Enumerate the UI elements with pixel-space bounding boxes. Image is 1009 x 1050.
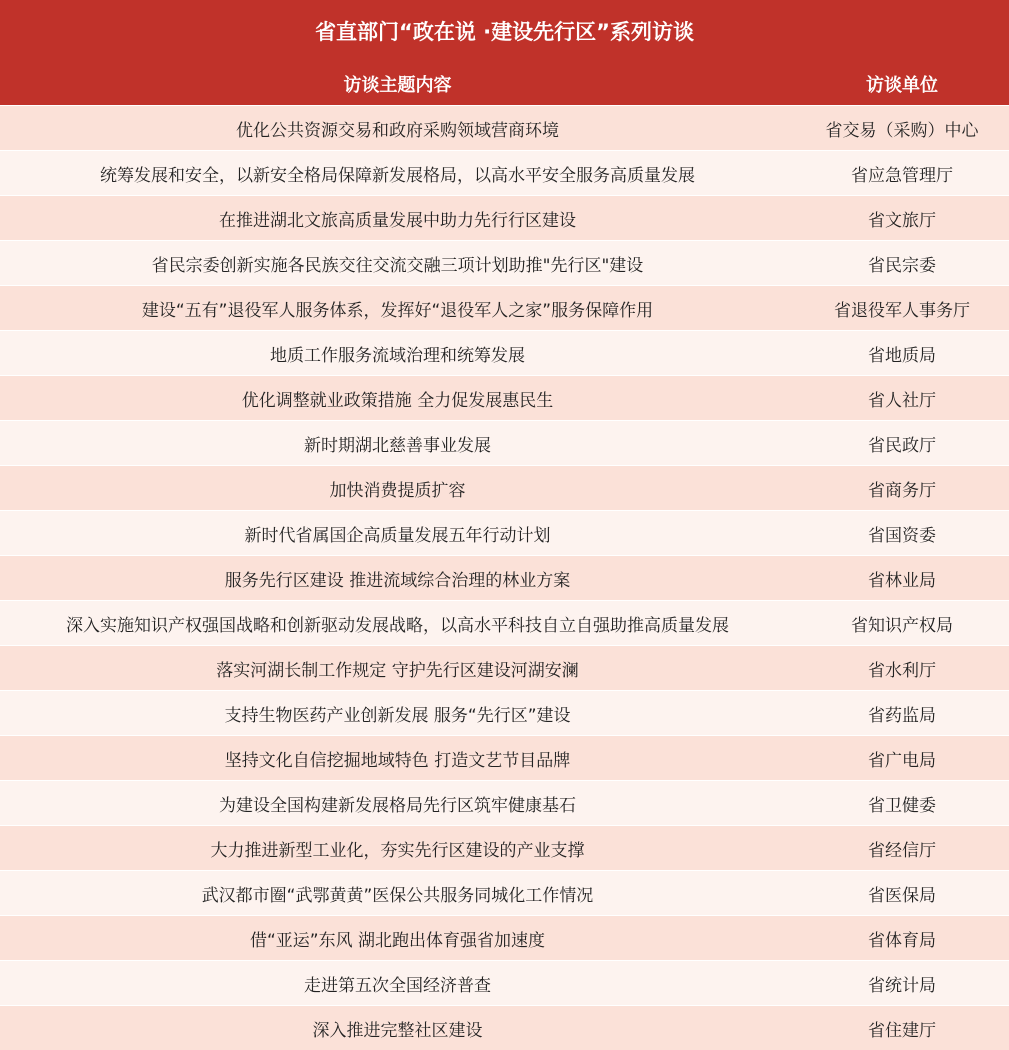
table-row [0, 961, 1009, 1006]
table-row [0, 691, 1009, 736]
unit-cell: 省统计局 [795, 961, 1009, 1006]
unit-cell: 省药监局 [795, 691, 1009, 736]
unit-cell: 省人社厅 [795, 376, 1009, 421]
header-unit: 访谈单位 [795, 62, 1009, 106]
table-row [0, 781, 1009, 826]
table-row [0, 331, 1009, 376]
table-row [0, 826, 1009, 871]
table-row [0, 286, 1009, 331]
unit-cell: 省文旅厅 [795, 196, 1009, 241]
unit-cell: 省医保局 [795, 871, 1009, 916]
topic-cell: 走进第五次全国经济普查 [0, 961, 795, 1006]
unit-cell: 省体育局 [795, 916, 1009, 961]
topic-cell: 优化公共资源交易和政府采购领域营商环境 [0, 106, 795, 151]
unit-cell: 省林业局 [795, 556, 1009, 601]
table-row [0, 916, 1009, 961]
unit-cell: 省水利厅 [795, 646, 1009, 691]
table-row [0, 646, 1009, 691]
topic-cell: 深入实施知识产权强国战略和创新驱动发展战略，以高水平科技自立自强助推高质量发展 [0, 601, 795, 646]
header-topic: 访谈主题内容 [0, 62, 795, 106]
table-row [0, 106, 1009, 151]
topic-cell: 统筹发展和安全，以新安全格局保障新发展格局，以高水平安全服务高质量发展 [0, 151, 795, 196]
table-row [0, 511, 1009, 556]
table-row [0, 736, 1009, 781]
unit-cell: 省退役军人事务厅 [795, 286, 1009, 331]
topic-cell: 优化调整就业政策措施 全力促发展惠民生 [0, 376, 795, 421]
unit-cell: 省民宗委 [795, 241, 1009, 286]
table-row [0, 1006, 1009, 1050]
topic-cell: 服务先行区建设 推进流域综合治理的林业方案 [0, 556, 795, 601]
table-row [0, 871, 1009, 916]
table-row [0, 466, 1009, 511]
unit-cell: 省民政厅 [795, 421, 1009, 466]
topic-cell: 深入推进完整社区建设 [0, 1006, 795, 1050]
topic-cell: 落实河湖长制工作规定 守护先行区建设河湖安澜 [0, 646, 795, 691]
table-row [0, 241, 1009, 286]
topic-cell: 坚持文化自信挖掘地域特色 打造文艺节目品牌 [0, 736, 795, 781]
topic-cell: 地质工作服务流域治理和统筹发展 [0, 331, 795, 376]
topic-cell: 武汉都市圈“武鄂黄黄”医保公共服务同城化工作情况 [0, 871, 795, 916]
unit-cell: 省住建厅 [795, 1006, 1009, 1050]
topic-cell: 建设“五有”退役军人服务体系，发挥好“退役军人之家”服务保障作用 [0, 286, 795, 331]
table-row [0, 196, 1009, 241]
topic-cell: 加快消费提质扩容 [0, 466, 795, 511]
title-row [0, 0, 1009, 62]
unit-cell: 省知识产权局 [795, 601, 1009, 646]
header-row [0, 62, 1009, 106]
table-row [0, 151, 1009, 196]
table-row [0, 601, 1009, 646]
topic-cell: 为建设全国构建新发展格局先行区筑牢健康基石 [0, 781, 795, 826]
unit-cell: 省卫健委 [795, 781, 1009, 826]
topic-cell: 借“亚运”东风 湖北跑出体育强省加速度 [0, 916, 795, 961]
topic-cell: 在推进湖北文旅高质量发展中助力先行行区建设 [0, 196, 795, 241]
unit-cell: 省地质局 [795, 331, 1009, 376]
table-row [0, 421, 1009, 466]
topic-cell: 支持生物医药产业创新发展 服务“先行区”建设 [0, 691, 795, 736]
table-row [0, 556, 1009, 601]
unit-cell: 省国资委 [795, 511, 1009, 556]
table-title: 省直部门“政在说 ·建设先行区”系列访谈 [0, 0, 1009, 62]
unit-cell: 省交易（采购）中心 [795, 106, 1009, 151]
unit-cell: 省应急管理厅 [795, 151, 1009, 196]
topic-cell: 新时期湖北慈善事业发展 [0, 421, 795, 466]
table-row [0, 376, 1009, 421]
topic-cell: 大力推进新型工业化，夯实先行区建设的产业支撑 [0, 826, 795, 871]
topic-cell: 新时代省属国企高质量发展五年行动计划 [0, 511, 795, 556]
unit-cell: 省经信厅 [795, 826, 1009, 871]
unit-cell: 省商务厅 [795, 466, 1009, 511]
topic-cell: 省民宗委创新实施各民族交往交流交融三项计划助推"先行区"建设 [0, 241, 795, 286]
unit-cell: 省广电局 [795, 736, 1009, 781]
